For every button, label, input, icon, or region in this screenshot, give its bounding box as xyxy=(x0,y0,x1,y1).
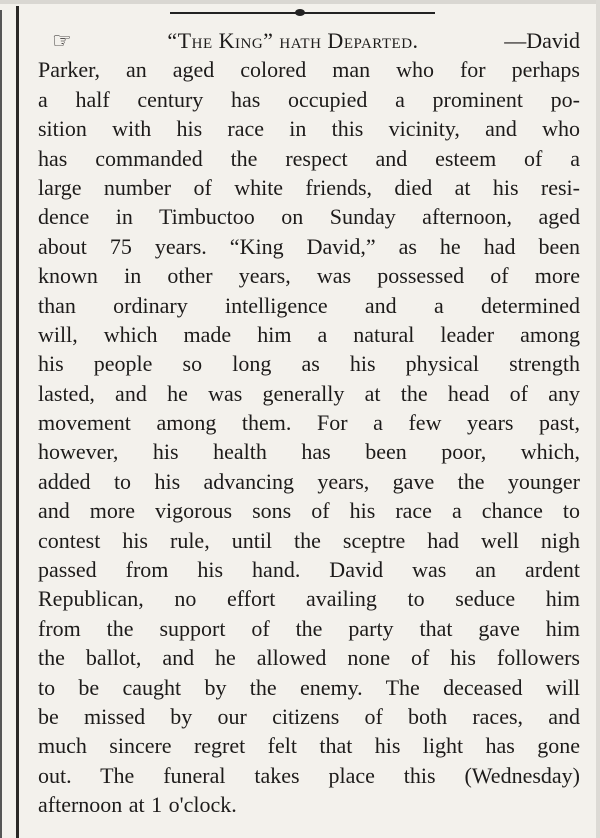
article-line: Republican, no effort availing to seduce him xyxy=(38,586,580,612)
article-line: about 75 years. “King David,” as he had been xyxy=(38,233,580,259)
article-line: out. The funeral takes place this (Wednesday) xyxy=(38,762,580,788)
scan-edge xyxy=(0,0,600,4)
article-line: lasted, and he was generally at the head of any xyxy=(38,380,580,406)
article-line: be missed by our citizens of both races, and xyxy=(38,703,580,729)
headline: “The King” hath Departed. xyxy=(167,28,419,53)
headline-tail: —David xyxy=(504,28,580,53)
article-line: the ballot, and he allowed none of his followers xyxy=(38,645,580,671)
scan-edge-right xyxy=(596,0,600,838)
article-line: dence in Timbuctoo on Sunday afternoon, aged xyxy=(38,204,580,230)
article-line: known in other years, was possessed of more xyxy=(38,263,580,289)
article-line: to be caught by the enemy. The deceased will xyxy=(38,674,580,700)
article-line: much sincere regret felt that his light has gone xyxy=(38,733,580,759)
article-line: from the support of the party that gave him xyxy=(38,615,580,641)
article-line: movement among them. For a few years past, xyxy=(38,410,580,436)
article-line: passed from his hand. David was an ardent xyxy=(38,557,580,583)
newspaper-article xyxy=(38,26,580,820)
article-line: a half century has occupied a prominent po- xyxy=(38,86,580,112)
article-line: added to his advancing years, gave the younger xyxy=(38,468,580,494)
article-line: afternoon at 1 o'clock. xyxy=(38,792,237,818)
column-rule xyxy=(16,6,19,838)
article-line: Parker, an aged colored man who for perhaps xyxy=(38,57,580,83)
article-line: large number of white friends, died at his resi- xyxy=(38,174,580,200)
article-line: however, his health has been poor, which, xyxy=(38,439,580,465)
article-line: sition with his race in this vicinity, and who xyxy=(38,116,580,142)
column-edge xyxy=(0,10,2,838)
pointing-hand-icon: ☞ xyxy=(52,28,72,53)
article-line: and more vigorous sons of his race a chance to xyxy=(38,498,580,524)
article-line: his people so long as his physical strength xyxy=(38,351,580,377)
ornamental-divider xyxy=(170,10,435,16)
article-body xyxy=(38,55,580,819)
headline-line xyxy=(38,26,580,55)
article-line: contest his rule, until the sceptre had well nigh xyxy=(38,527,580,553)
article-line: has commanded the respect and esteem of a xyxy=(38,145,580,171)
article-line: than ordinary intelligence and a determined xyxy=(38,292,580,318)
article-line: will, which made him a natural leader among xyxy=(38,321,580,347)
